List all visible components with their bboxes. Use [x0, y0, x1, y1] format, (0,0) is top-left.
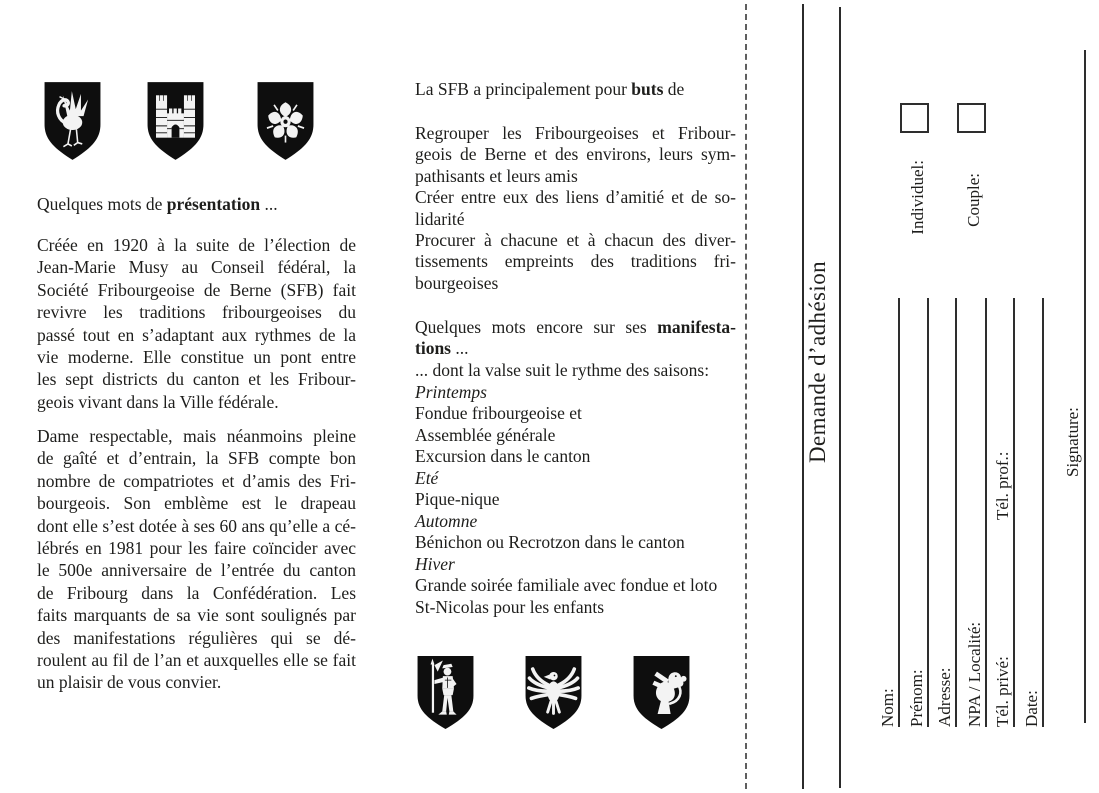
crane-shield-icon — [40, 80, 105, 162]
eagle-shield-icon — [521, 654, 586, 731]
presentation-paragraph-1 — [37, 234, 356, 413]
text-line: pathisants et leurs amis — [415, 165, 578, 186]
couple-option-label: Couple: — [964, 173, 983, 227]
text-line: faits marquants de sa vie sont soulignés par — [37, 605, 356, 626]
presentation-heading — [37, 194, 278, 215]
events-heading — [415, 317, 736, 360]
text-line: Assemblée générale — [415, 424, 556, 445]
text-line: Créée en 1920 à la suite de l’élection de — [37, 235, 356, 255]
field-line-date — [1042, 298, 1044, 727]
lion-shield-icon — [629, 654, 694, 731]
text-line: Créer entre eux des liens d’amitié et de so- — [415, 187, 736, 208]
text-line: bourgeoises — [415, 272, 499, 293]
text-line: le 500e anniversaire de l’entrée du canton — [37, 560, 356, 581]
field-label-tel-prive: Tél. privé: — [993, 656, 1012, 727]
text-line: Société Fribourgeoise de Berne (SFB) fait — [37, 279, 356, 300]
halberdier-shield-icon — [413, 654, 478, 731]
text-line: Regrouper les Fribourgeoises et Fribour- — [415, 123, 736, 143]
text-line: Fondue fribourgeoise et — [415, 403, 582, 423]
text-line: Excursion dans le canton — [415, 446, 591, 466]
text-line: des manifestations régulières qui se dé- — [37, 627, 356, 648]
text-line: Hiver — [415, 553, 455, 574]
title-underline-rule — [839, 7, 841, 788]
text-line: Procurer à chacune et à chacun des diver- — [415, 230, 736, 251]
text-line: Eté — [415, 467, 439, 488]
text-line: lébrés en 1981 pour les faire coïncider avec — [37, 538, 356, 559]
field-label-adresse: Adresse: — [935, 667, 954, 727]
membership-form-panel — [745, 0, 1099, 793]
top-rule — [802, 4, 804, 789]
rose-shield-icon — [253, 80, 318, 162]
text-line: St-Nicolas pour les enfants — [415, 596, 605, 617]
signature-label: Signature: — [1063, 407, 1082, 477]
text-line: bourgeois. Son emblème est le drapeau — [37, 493, 356, 514]
text-line: dont elle s’est dotée à ses 60 ans qu’elle a cé- — [37, 515, 356, 536]
text-line: lidarité — [415, 208, 465, 229]
individual-option-label: Individuel: — [908, 160, 927, 235]
text-line: Grande soirée familiale avec fondue et loto — [415, 575, 718, 595]
field-line-prenom — [927, 298, 929, 727]
presentation-paragraph-2 — [37, 425, 356, 694]
text-line: roulent au fil de l’an et auxquelles elle se fait — [37, 650, 356, 671]
field-label-tel-prof: Tél. prof.: — [993, 451, 1012, 520]
text-line: tions ... — [415, 338, 469, 359]
text-line: geois vivant dans la Ville fédérale. — [37, 391, 279, 412]
field-label-nom: Nom: — [878, 688, 897, 727]
field-label-prenom: Prénom: — [907, 669, 926, 727]
text-line: passé tout en s’adaptant aux rythmes de la — [37, 324, 356, 345]
text-line: un plaisir de vous convier. — [37, 672, 222, 693]
text-line: Bénichon ou Recrotzon dans le canton — [415, 532, 685, 552]
individual-checkbox — [900, 103, 929, 133]
text-line: les sept districts du canton et les Fribour- — [37, 369, 356, 390]
heading-prefix: La SFB a principalement pour — [415, 79, 632, 99]
text-line: tissements empreints des traditions fri- — [415, 251, 736, 272]
text-line: Jean-Marie Musy au Conseil fédéral, la — [37, 257, 356, 278]
heading-prefix: Quelques mots de — [37, 194, 167, 214]
text-line: ... dont la valse suit le rythme des saisons: — [415, 360, 710, 380]
signature-line — [1084, 50, 1086, 723]
field-label-date: Date: — [1022, 690, 1041, 727]
goals-heading — [415, 79, 684, 100]
text-line: Pique-nique — [415, 489, 500, 509]
goals-list — [415, 123, 736, 294]
field-label-npa-localite: NPA / Localité: — [965, 621, 984, 727]
castle-shield-icon — [143, 80, 208, 162]
events-list — [415, 360, 736, 618]
text-line: revivre les traditions fribourgeoises du — [37, 302, 356, 323]
heading-suffix: de — [663, 79, 685, 99]
heading-bold: présentation — [166, 194, 261, 214]
heading-bold: buts — [631, 79, 664, 99]
text-line: geois de Berne et des environs, leurs sym- — [415, 144, 736, 165]
couple-checkbox — [957, 103, 986, 133]
text-line: Printemps — [415, 381, 487, 402]
field-line-nom — [898, 298, 900, 727]
text-line: de gaîté et d’entrain, la SFB compte bon — [37, 448, 356, 469]
membership-form — [745, 0, 1099, 793]
text-line: nombre de compatriotes et d’amis des Fri- — [37, 470, 356, 491]
form-title: Demande d’adhésion — [805, 261, 830, 463]
field-line-tel — [1013, 298, 1015, 727]
field-line-npa-localite — [985, 298, 987, 727]
text-line: de Fribourg dans la Confédération. Les — [37, 582, 356, 603]
heading-suffix: ... — [260, 194, 278, 214]
text-line: vie moderne. Elle constitue un pont entre — [37, 347, 356, 368]
field-line-adresse — [955, 298, 957, 727]
text-line: Quelques mots encore sur ses manifesta- — [415, 317, 736, 337]
text-line: Dame respectable, mais néanmoins pleine — [37, 426, 356, 446]
text-line: Automne — [415, 510, 478, 531]
